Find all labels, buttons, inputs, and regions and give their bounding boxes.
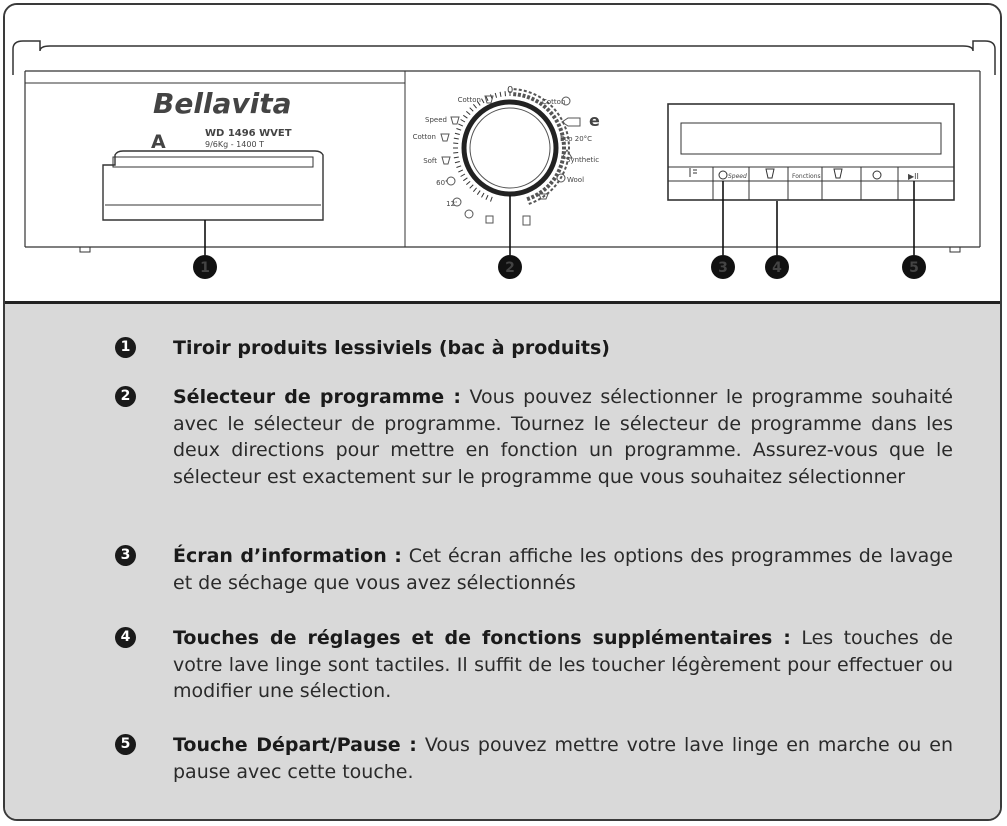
dial-tick bbox=[550, 109, 556, 114]
legend-text-3: Cet écran affiche les options des programmes de lavage et de séchage que vous avez sélectionnés bbox=[173, 545, 953, 594]
dial-tick bbox=[482, 193, 485, 197]
dial-tick bbox=[463, 115, 467, 118]
legend-panel bbox=[5, 301, 1000, 821]
rinse-icon bbox=[486, 216, 493, 223]
dial-tick bbox=[555, 118, 562, 122]
dial-tick bbox=[557, 170, 564, 173]
dial-tick bbox=[458, 124, 463, 126]
dial-tick bbox=[473, 104, 476, 108]
energy-class: A bbox=[151, 131, 166, 153]
dial-tick bbox=[532, 94, 535, 101]
dial-tick bbox=[491, 197, 493, 202]
dial-tick bbox=[461, 120, 465, 123]
prewash-icon bbox=[562, 118, 580, 126]
dial-tick bbox=[456, 166, 461, 168]
shirt-icon bbox=[523, 216, 530, 225]
dial-tick bbox=[463, 178, 467, 181]
soft-shirt-icon bbox=[442, 157, 450, 164]
legend-title-3: Écran d’information : bbox=[173, 545, 402, 567]
dial-label-12min: 12' bbox=[446, 200, 457, 208]
dial-label-speed: Speed bbox=[425, 116, 447, 124]
dial-tick bbox=[461, 174, 465, 177]
dial-tick bbox=[550, 181, 556, 186]
information-display bbox=[668, 104, 954, 200]
dial-label-eco: Eco 20°C bbox=[560, 135, 593, 143]
dial-tick bbox=[466, 181, 470, 184]
legend-number-5: 5 bbox=[115, 734, 136, 755]
dial-tick bbox=[466, 111, 470, 114]
speed-dry-icon bbox=[451, 117, 459, 124]
legend-title-4: Touches de réglages et de fonctions supplémentaires : bbox=[173, 627, 791, 649]
dial-label-cotton-right: Cotton bbox=[542, 98, 566, 106]
dial-tick bbox=[515, 88, 516, 96]
callout-3: 3 bbox=[718, 260, 728, 276]
button-speed-label: Speed bbox=[728, 173, 747, 180]
legend-title-5: Touche Départ/Pause : bbox=[173, 734, 417, 756]
dial-knob[interactable] bbox=[464, 102, 556, 194]
dial-tick bbox=[532, 195, 535, 202]
dial-label-synthetic: Synthetic bbox=[566, 156, 600, 164]
dial-tick bbox=[458, 170, 463, 172]
legend-title-1: Tiroir produits lessiviels (bac à produits) bbox=[173, 337, 610, 359]
washer-panel-drawing bbox=[5, 5, 1000, 301]
dial-tick bbox=[454, 138, 459, 139]
dial-tick bbox=[470, 185, 474, 189]
legend-number-3: 3 bbox=[115, 545, 136, 566]
callout-1: 1 bbox=[200, 260, 210, 276]
dial-label-soft: Soft bbox=[423, 157, 437, 165]
dial-tick bbox=[547, 106, 553, 112]
dial-tick bbox=[523, 90, 525, 98]
washer-panel-diagram bbox=[5, 5, 1000, 301]
legend-title-2: Sélecteur de programme : bbox=[173, 386, 461, 408]
brand-logo: Bellavita bbox=[153, 87, 292, 120]
clock-60-icon bbox=[447, 177, 455, 185]
dial-label-cotton-left: Cotton bbox=[412, 133, 436, 141]
dial-tick bbox=[495, 93, 496, 98]
callout-markers bbox=[193, 255, 926, 279]
callout-5: 5 bbox=[909, 260, 919, 276]
dial-tick bbox=[536, 96, 540, 103]
legend-text-2: Vous pouvez sélectionner le programme souhaité avec le sélecteur de programme. Tournez le sélecteur de programme dans les deux directions pour mettre en fonction un programme. Assurez-vous que le sélecteur est exactement sur le programme que vous souhaitez sélectionner bbox=[173, 386, 953, 488]
dial-tick bbox=[455, 133, 460, 134]
callout-2: 2 bbox=[505, 260, 515, 276]
spin-icon bbox=[465, 210, 473, 218]
start-pause-icon[interactable]: ▶II bbox=[908, 172, 919, 181]
legend-number-4: 4 bbox=[115, 627, 136, 648]
dial-tick bbox=[455, 161, 460, 162]
button-functions-label: Fonctions bbox=[792, 173, 821, 180]
detergent-drawer[interactable] bbox=[103, 151, 323, 220]
dial-label-wool: Wool bbox=[567, 176, 585, 184]
dial-tick bbox=[454, 157, 459, 158]
dial-tick bbox=[477, 191, 480, 195]
dial-tick bbox=[519, 89, 520, 97]
dial-tick bbox=[473, 188, 476, 192]
dial-tick bbox=[528, 92, 531, 100]
dial-tick bbox=[528, 197, 531, 205]
callout-4: 4 bbox=[772, 260, 782, 276]
dial-tick bbox=[456, 129, 461, 131]
dial-tick bbox=[543, 188, 548, 194]
dial-tick bbox=[547, 185, 553, 191]
figure-frame bbox=[3, 3, 1002, 821]
cotton-dry-icon bbox=[441, 134, 449, 141]
dial-label-e: e bbox=[589, 111, 600, 130]
legend-text-4: Les touches de votre lave linge sont tactiles. Il suffit de les toucher légèrement pour effectuer ou modifier une sélection. bbox=[173, 627, 953, 702]
dial-tick bbox=[486, 195, 488, 200]
model-name: WD 1496 WVET bbox=[205, 128, 292, 139]
legend-number-1: 1 bbox=[115, 337, 136, 358]
dial-tick bbox=[559, 166, 567, 169]
model-specs: 9/6Kg - 1400 T bbox=[205, 140, 264, 149]
dial-label-cotton-top: Cotton bbox=[457, 96, 481, 104]
legend-text-5: Vous pouvez mettre votre lave linge en marche ou en pause avec cette touche. bbox=[173, 734, 954, 783]
dial-label-zero: 0 bbox=[507, 85, 514, 96]
dial-tick bbox=[500, 92, 501, 97]
legend-number-2: 2 bbox=[115, 386, 136, 407]
dial-tick bbox=[553, 114, 560, 119]
dial-tick bbox=[470, 108, 474, 112]
dial-label-60min: 60' bbox=[436, 179, 447, 187]
dial-tick bbox=[559, 127, 567, 130]
dial-tick bbox=[482, 99, 485, 103]
